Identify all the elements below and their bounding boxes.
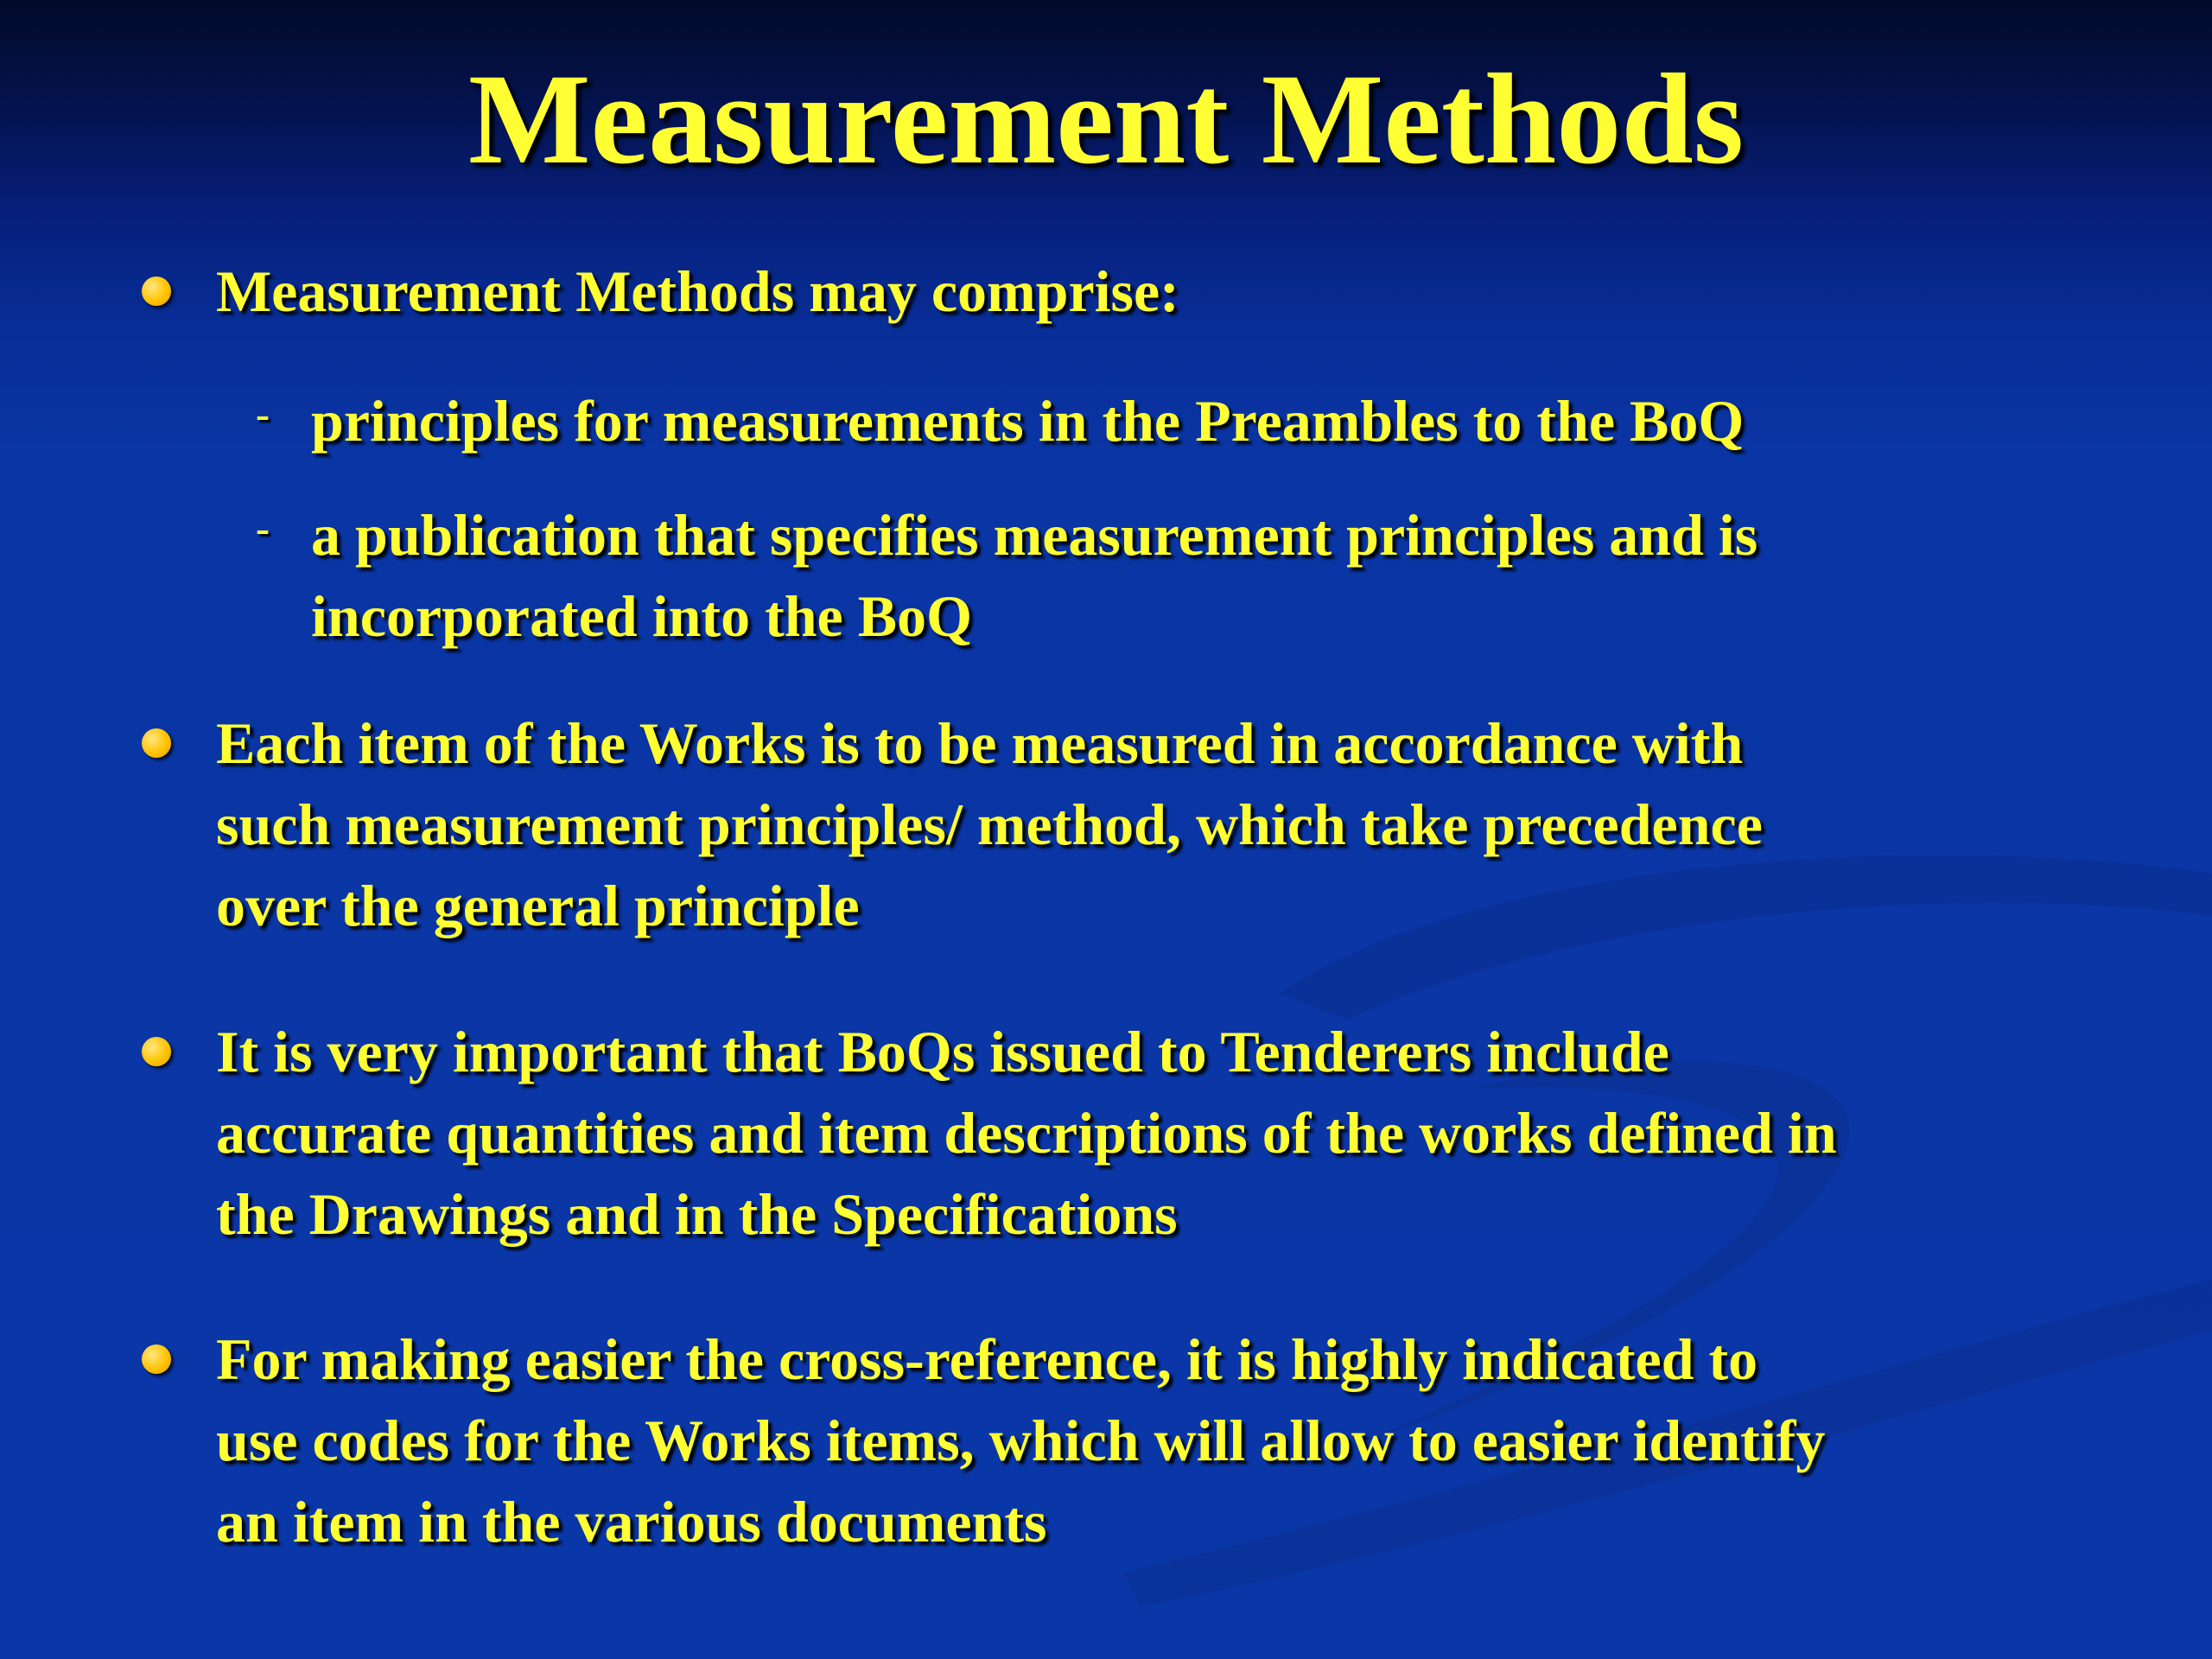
bullet-dot-icon: [142, 728, 171, 758]
slide-title: Measurement Methods: [467, 48, 1745, 191]
sub-item-1-marker: -: [256, 391, 270, 437]
bullet-1-line-1: Measurement Methods may comprise:: [216, 258, 1179, 324]
sub-item-2-marker: -: [256, 505, 270, 551]
bullet-3-text: [216, 1011, 1837, 1255]
bullet-2-line-3: over the general principle: [216, 873, 860, 938]
sub-item-2-line-2: incorporated into the BoQ: [311, 583, 972, 649]
bullet-3-line-1: It is very important that BoQs issued to Tenderers include: [216, 1019, 1669, 1084]
bullet-2-line-2: such measurement principles/ method, which take precedence: [216, 791, 1763, 857]
sub-item-2-text: [311, 494, 1758, 657]
sub-item-2-line-1: a publication that specifies measurement principles and is: [311, 502, 1758, 568]
bullet-dot-icon: [142, 1344, 171, 1374]
bullet-dot-icon: [142, 1037, 171, 1066]
bullet-2-line-1: Each item of the Works is to be measured in accordance with: [216, 710, 1744, 776]
sub-item-1-line-1: principles for measurements in the Preambles to the BoQ: [311, 388, 1745, 454]
bullet-2-text: [216, 702, 1763, 946]
bullet-3-line-3: the Drawings and in the Specifications: [216, 1181, 1178, 1247]
sub-item-1-text: [311, 380, 1744, 461]
bullet-dot-icon: [142, 276, 171, 306]
bullet-1-text: [216, 251, 1179, 332]
bullet-4-text: [216, 1319, 1825, 1562]
bullet-4-line-3: an item in the various documents: [216, 1489, 1047, 1554]
bullet-4-line-1: For making easier the cross-reference, it is highly indicated to: [216, 1326, 1758, 1392]
bullet-4-line-2: use codes for the Works items, which will allow to easier identify: [216, 1408, 1826, 1473]
bullet-3-line-2: accurate quantities and item descriptions of the works defined in: [216, 1100, 1837, 1166]
